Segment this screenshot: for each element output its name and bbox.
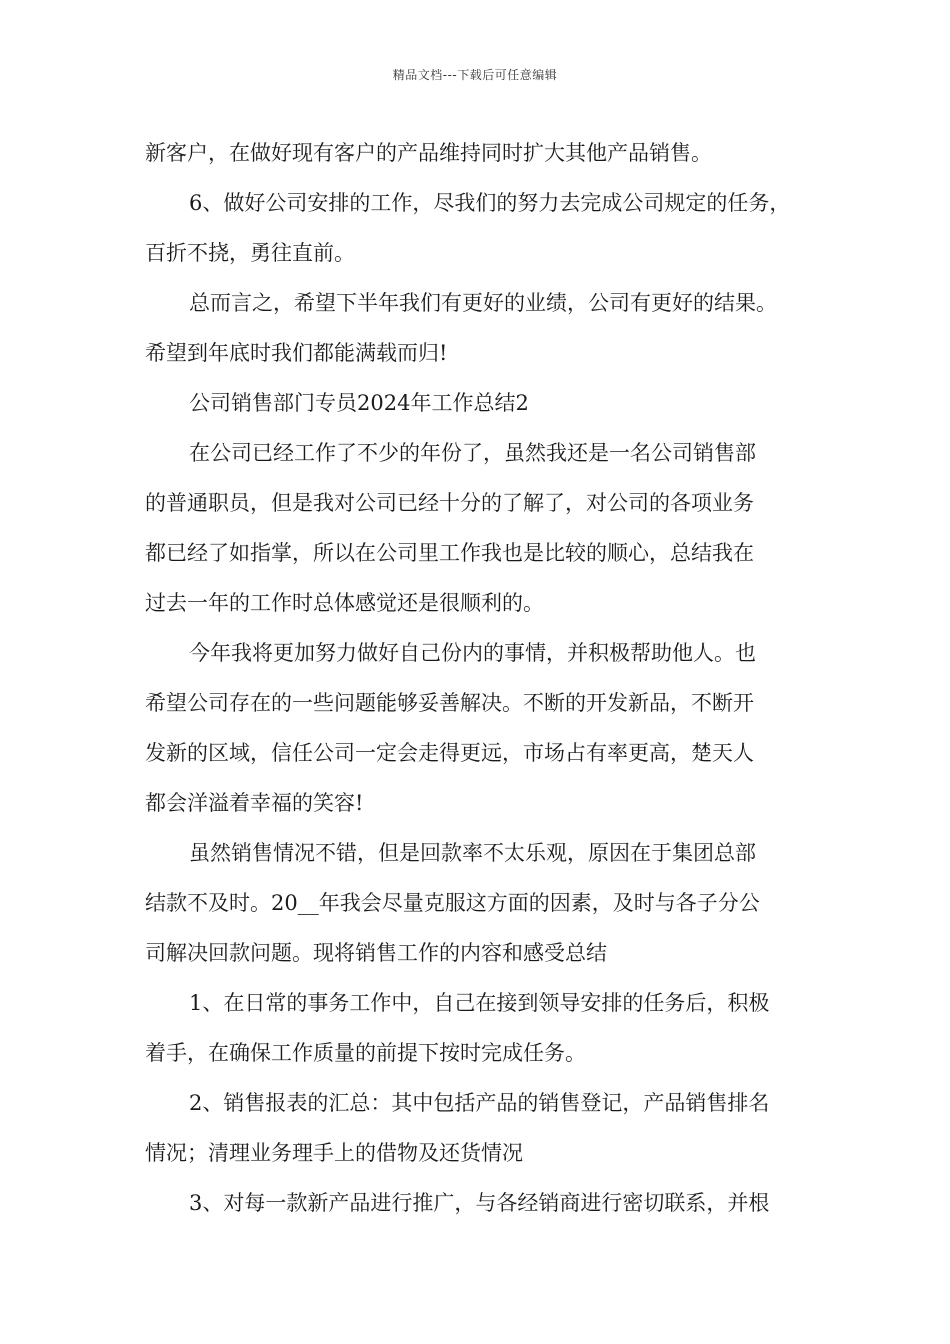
text-line: 过去一年的工作时总体感觉还是很顺利的。: [145, 591, 544, 615]
text-line: 着手，在确保工作质量的前提下按时完成任务。: [145, 1041, 586, 1065]
text-line: 希望到年底时我们都能满载而归!: [145, 341, 448, 365]
text-line: 今年我将更加努力做好自己份内的事情，并积极帮助他人。也: [189, 641, 756, 665]
text-line: 新客户，在做好现有客户的产品维持同时扩大其他产品销售。: [145, 141, 712, 165]
section-heading: 公司销售部门专员2024年工作总结2: [189, 391, 529, 415]
page-header: 精品文档---下载后可任意编辑: [392, 68, 558, 82]
text-line: 希望公司存在的一些问题能够妥善解决。不断的开发新品，不断开: [145, 691, 754, 715]
text-line: 司解决回款问题。现将销售工作的内容和感受总结: [145, 941, 607, 965]
text-line: 总而言之，希望下半年我们有更好的业绩，公司有更好的结果。: [189, 291, 777, 315]
text-line: 都已经了如指掌，所以在公司里工作我也是比较的顺心，总结我在: [145, 541, 754, 565]
text-line: 结款不及时。20__年我会尽量克服这方面的因素，及时与各子分公: [145, 891, 760, 915]
text-line: 都会洋溢着幸福的笑容!: [145, 791, 364, 815]
text-line: 百折不挠，勇往直前。: [145, 241, 355, 265]
text-line: 情况；清理业务理手上的借物及还货情况: [145, 1141, 523, 1165]
text-line: 2、销售报表的汇总：其中包括产品的销售登记，产品销售排名: [189, 1091, 770, 1115]
text-line: 的普通职员，但是我对公司已经十分的了解了，对公司的各项业务: [145, 491, 754, 515]
text-line: 在公司已经工作了不少的年份了，虽然我还是一名公司销售部: [189, 441, 756, 465]
text-line: 3、对每一款新产品进行推广，与各经销商进行密切联系，并根: [189, 1191, 770, 1215]
text-line: 虽然销售情况不错，但是回款率不太乐观，原因在于集团总部: [189, 841, 756, 865]
text-line: 6、做好公司安排的工作，尽我们的努力去完成公司规定的任务，: [189, 191, 791, 215]
text-line: 发新的区域，信任公司一定会走得更远，市场占有率更高，楚天人: [145, 741, 754, 765]
document-body: [145, 128, 825, 1228]
text-line: 1、在日常的事务工作中，自己在接到领导安排的任务后，积极: [189, 991, 770, 1015]
